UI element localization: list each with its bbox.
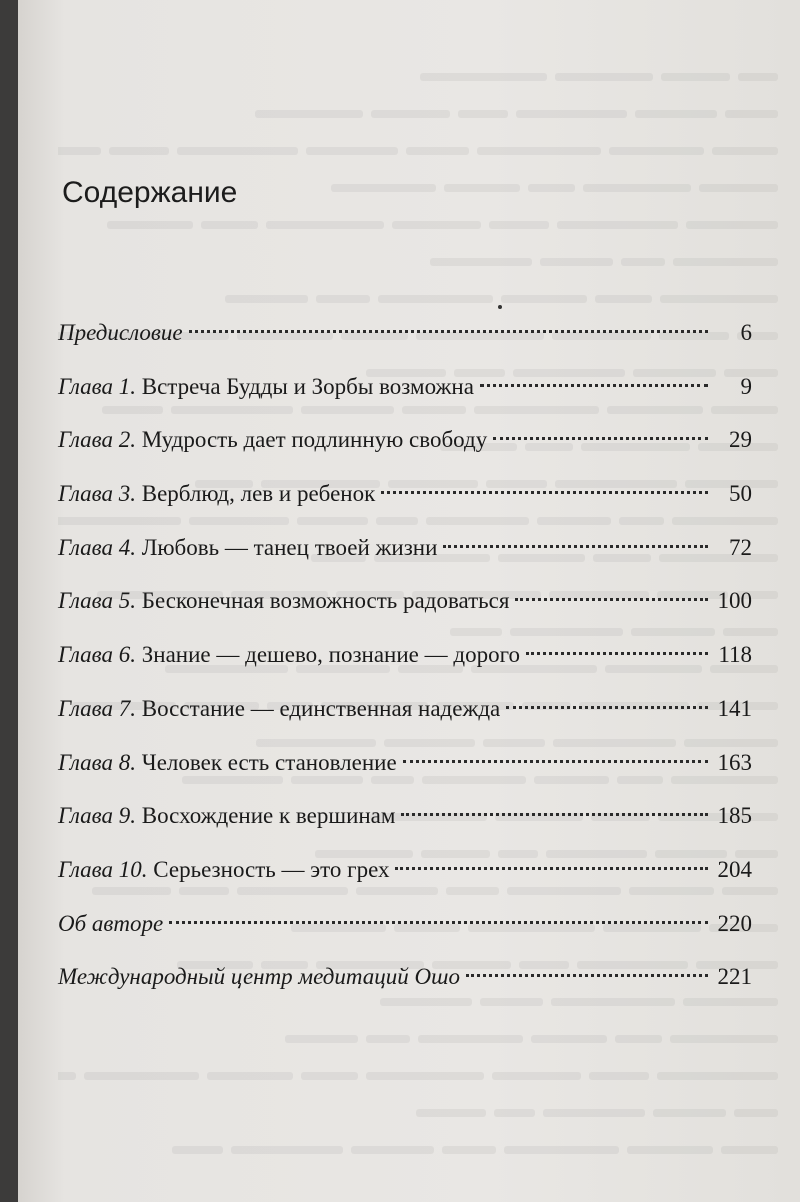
show-through-line xyxy=(58,130,778,167)
toc-entry-page: 6 xyxy=(740,320,752,345)
toc-entry-title: Знание — дешево, познание — дорого xyxy=(141,642,520,668)
toc-entry-page: 9 xyxy=(740,373,752,399)
toc-entry-title: Серьезность — это грех xyxy=(153,856,390,882)
toc-entry-page: 50 xyxy=(729,481,752,507)
show-through-line xyxy=(58,1055,778,1092)
dot-leader xyxy=(526,652,708,655)
toc-entry-chapter: Предисловие xyxy=(58,320,183,345)
toc-entry-chapter-2[interactable] xyxy=(58,413,752,467)
toc-entry-chapter-4[interactable] xyxy=(58,521,752,575)
toc-entry-chapter-8[interactable] xyxy=(58,736,752,790)
dot-leader xyxy=(169,921,707,924)
dot-leader xyxy=(189,330,708,333)
show-through-heading xyxy=(58,20,778,56)
dot-leader xyxy=(403,760,708,763)
toc-entry-title: Человек есть становление xyxy=(141,749,397,775)
toc-entry-chapter: Глава 10. xyxy=(58,856,148,882)
toc-entry-meditation-center[interactable] xyxy=(58,950,752,1004)
show-through-line xyxy=(58,93,778,130)
show-through-line xyxy=(58,56,778,93)
page-title: Содержание xyxy=(62,176,238,209)
toc-entry-page: 221 xyxy=(717,964,752,990)
toc-entry-foreword[interactable] xyxy=(58,306,752,360)
toc-entry-title: Мудрость дает подлинную свободу xyxy=(141,427,488,453)
toc-entry-page: 100 xyxy=(717,588,752,614)
toc-entry-chapter: Об авторе xyxy=(58,910,164,936)
toc-entry-title: Восхождение к вершинам xyxy=(141,803,396,829)
dot-leader xyxy=(466,974,708,977)
toc-entry-page: 72 xyxy=(729,534,752,560)
toc-entry-page: 141 xyxy=(717,695,752,721)
toc-entry-title: Бесконечная возможность радоваться xyxy=(141,588,510,614)
toc-entry-chapter-7[interactable] xyxy=(58,682,752,736)
dot-leader xyxy=(480,384,708,387)
toc-entry-page: 163 xyxy=(717,749,752,775)
toc-entry-chapter-1[interactable] xyxy=(58,360,752,414)
toc-entry-title: Встреча Будды и Зорбы возможна xyxy=(141,373,474,399)
toc-entry-chapter: Глава 9. xyxy=(58,803,136,829)
toc-entry-chapter: Глава 3. xyxy=(58,481,136,507)
toc-entry-chapter-3[interactable] xyxy=(58,467,752,521)
toc-entry-chapter-5[interactable] xyxy=(58,574,752,628)
toc-entry-page: 220 xyxy=(717,910,752,936)
toc-entry-chapter-10[interactable] xyxy=(58,843,752,897)
show-through-line xyxy=(58,1018,778,1055)
toc-entry-title: Восстание — единственная надежда xyxy=(141,695,501,721)
table-of-contents xyxy=(58,306,752,1004)
toc-entry-about-author[interactable] xyxy=(58,897,752,951)
toc-entry-chapter: Глава 2. xyxy=(58,427,136,453)
toc-entry-chapter: Международный центр медитаций Ошо xyxy=(58,964,460,990)
toc-entry-chapter: Глава 7. xyxy=(58,695,136,721)
toc-entry-chapter: Глава 8. xyxy=(58,749,136,775)
dot-leader xyxy=(506,706,707,709)
show-through-line xyxy=(58,1129,778,1166)
toc-entry-page: 204 xyxy=(717,856,752,882)
toc-entry-chapter-9[interactable] xyxy=(58,789,752,843)
book-page xyxy=(18,0,800,1202)
dot-leader xyxy=(493,437,708,440)
toc-entry-chapter: Глава 4. xyxy=(58,534,136,560)
dot-leader xyxy=(443,545,708,548)
dot-leader xyxy=(401,813,707,816)
toc-entry-chapter: Глава 1. xyxy=(58,373,136,399)
toc-entry-chapter: Глава 5. xyxy=(58,588,136,614)
toc-entry-chapter-6[interactable] xyxy=(58,628,752,682)
dot-leader xyxy=(395,867,707,870)
toc-entry-title: Любовь — танец твоей жизни xyxy=(141,534,438,560)
dot-leader xyxy=(381,491,708,494)
toc-entry-page: 185 xyxy=(717,803,752,829)
toc-entry-page: 29 xyxy=(729,427,752,453)
toc-entry-page: 118 xyxy=(718,642,752,668)
toc-entry-title: Верблюд, лев и ребенок xyxy=(141,481,376,507)
show-through-line xyxy=(58,1092,778,1129)
show-through-line xyxy=(58,241,778,278)
dot-leader xyxy=(515,598,707,601)
toc-entry-chapter: Глава 6. xyxy=(58,642,136,668)
